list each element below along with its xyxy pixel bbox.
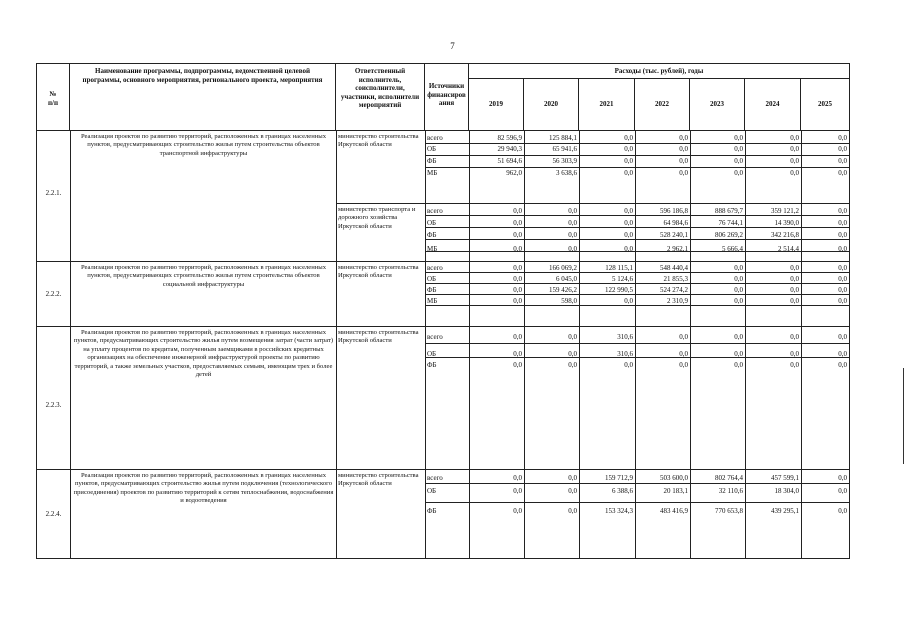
expense-value: 6 388,6 [612, 487, 633, 495]
header-year: 2024 [745, 78, 801, 130]
expense-value: 0,0 [790, 286, 799, 294]
expense-value: 0,0 [790, 264, 799, 272]
header-responsible: Ответственный исполнитель, соисполнители, участники, исполнители мероприятий [336, 64, 425, 130]
expense-value: 0,0 [838, 286, 847, 294]
expense-value: 65 941,6 [552, 145, 577, 153]
expense-value: 524 274,2 [660, 286, 688, 294]
expense-value: 2 962,1 [667, 245, 688, 253]
row-name: Реализация проектов по развитию территорий, расположенных в границах населенных пунктов, предусматривающих строительство жилья путем возмещения затрат (части затрат) на уплату процентов по кредитам, полученным заемщиками в российских кредитных организациях на обеспечение инженерной инфраструктурой проекты по развитию территорий, а также земельных участков, предоставляемых семьям, имеющим трех и более детей [73, 329, 334, 379]
expense-value: 32 110,6 [718, 487, 743, 495]
expense-value: 0,0 [734, 350, 743, 358]
expense-value: 0,0 [513, 333, 522, 341]
expense-value: 0,0 [679, 361, 688, 369]
row-number: 2.2.3. [45, 401, 62, 409]
responsible-org: министерство строительства Иркутской области [338, 472, 419, 488]
expense-value: 0,0 [734, 145, 743, 153]
expense-value: 14 390,0 [774, 219, 799, 227]
expense-value: 0,0 [568, 245, 577, 253]
column-divider [336, 130, 337, 558]
expense-value: 0,0 [624, 157, 633, 165]
budget-table [36, 63, 850, 559]
header-bottom-line [37, 130, 849, 131]
expense-value: 0,0 [838, 507, 847, 515]
expense-value: 0,0 [568, 219, 577, 227]
expense-value: 0,0 [838, 169, 847, 177]
expense-value: 3 638,6 [556, 169, 577, 177]
expense-value: 0,0 [624, 245, 633, 253]
expense-value: 0,0 [790, 134, 799, 142]
funding-source: ОБ [427, 145, 437, 153]
expense-value: 548 440,4 [660, 264, 688, 272]
expense-value: 159 426,2 [549, 286, 577, 294]
expense-value: 359 121,2 [771, 207, 799, 215]
responsible-org: министерство строительства Иркутской области [338, 329, 419, 345]
expense-value: 0,0 [679, 145, 688, 153]
funding-source: МБ [427, 297, 438, 305]
funding-source: ОБ [427, 275, 437, 283]
subrow-divider [425, 155, 849, 156]
expense-value: 0,0 [624, 207, 633, 215]
expense-value: 0,0 [838, 207, 847, 215]
expense-value: 2 514,4 [778, 245, 799, 253]
page-number: 7 [450, 41, 455, 51]
expense-value: 962,0 [506, 169, 522, 177]
expense-value: 0,0 [513, 275, 522, 283]
expense-value: 0,0 [790, 350, 799, 358]
row-name: Реализация проектов по развитию территорий, расположенных в границах населенных пунктов, предусматривающих строительство жилья путем строительства объектов социальной инфраструктуры [80, 264, 327, 288]
subrow-divider [425, 483, 849, 484]
funding-source: всего [427, 134, 443, 142]
header-num: № п/п [37, 64, 70, 130]
expense-value: 310,6 [617, 333, 633, 341]
column-divider [70, 130, 71, 558]
expense-value: 0,0 [568, 350, 577, 358]
expense-value: 503 600,0 [660, 474, 688, 482]
expense-value: 0,0 [513, 474, 522, 482]
section-divider [37, 469, 849, 470]
header-year: 2025 [818, 100, 832, 108]
section-divider [37, 261, 849, 262]
expense-value: 0,0 [513, 264, 522, 272]
expense-value: 64 984,6 [663, 219, 688, 227]
expense-value: 0,0 [513, 297, 522, 305]
expense-value: 0,0 [790, 157, 799, 165]
expense-value: 0,0 [679, 169, 688, 177]
expense-value: 0,0 [838, 275, 847, 283]
expense-value: 82 596,9 [497, 134, 522, 142]
expense-value: 159 712,9 [605, 474, 633, 482]
expense-value: 0,0 [679, 157, 688, 165]
expense-value: 457 599,1 [771, 474, 799, 482]
expense-value: 0,0 [838, 157, 847, 165]
expense-value: 29 940,3 [497, 145, 522, 153]
header-year: 2020 [524, 78, 579, 130]
expense-value: 0,0 [513, 231, 522, 239]
expense-value: 0,0 [838, 361, 847, 369]
expense-value: 122 990,5 [605, 286, 633, 294]
expense-value: 802 764,4 [715, 474, 743, 482]
expense-value: 310,6 [617, 350, 633, 358]
expense-value: 0,0 [513, 245, 522, 253]
expense-value: 0,0 [790, 297, 799, 305]
expense-value: 0,0 [838, 245, 847, 253]
expense-value: 18 304,0 [774, 487, 799, 495]
expense-value: 0,0 [790, 361, 799, 369]
expense-value: 0,0 [513, 507, 522, 515]
expense-value: 596 186,8 [660, 207, 688, 215]
section-divider [37, 326, 849, 327]
expense-value: 0,0 [838, 134, 847, 142]
expense-value: 0,0 [568, 474, 577, 482]
expense-value: 0,0 [568, 231, 577, 239]
expense-value: 128 115,1 [605, 264, 633, 272]
subrow-divider [425, 167, 849, 168]
expense-value: 0,0 [838, 487, 847, 495]
expense-value: 0,0 [790, 275, 799, 283]
funding-source: всего [427, 264, 443, 272]
expense-value: 0,0 [790, 333, 799, 341]
subrow-divider [425, 502, 849, 503]
expense-value: 5 124,6 [612, 275, 633, 283]
expense-value: 51 694,6 [497, 157, 522, 165]
expense-value: 56 303,9 [552, 157, 577, 165]
expense-value: 0,0 [624, 145, 633, 153]
expense-value: 0,0 [679, 333, 688, 341]
expense-value: 0,0 [838, 219, 847, 227]
expense-value: 0,0 [734, 361, 743, 369]
funding-source: всего [427, 207, 443, 215]
expense-value: 0,0 [513, 207, 522, 215]
header-year: 2019 [469, 78, 524, 130]
expense-value: 0,0 [513, 361, 522, 369]
page-edge-mark [903, 368, 904, 464]
expense-value: 76 744,1 [718, 219, 743, 227]
header-year: 2023 [690, 78, 745, 130]
expense-value: 166 069,2 [549, 264, 577, 272]
header-year: 2022 [635, 78, 690, 130]
funding-source: всего [427, 474, 443, 482]
expense-value: 0,0 [568, 333, 577, 341]
expense-value: 2 310,9 [667, 297, 688, 305]
expense-value: 0,0 [513, 350, 522, 358]
expense-value: 0,0 [790, 169, 799, 177]
expense-value: 0,0 [734, 286, 743, 294]
expense-value: 483 416,9 [660, 507, 688, 515]
subrow-divider [336, 203, 849, 204]
expense-value: 0,0 [624, 169, 633, 177]
funding-source: ФБ [427, 286, 437, 294]
row-number: 2.2.2. [45, 290, 62, 298]
subrow-divider [425, 343, 849, 344]
expense-value: 5 666,4 [722, 245, 743, 253]
header-source: Источники финансиров ания [425, 64, 469, 130]
expense-value: 888 679,7 [715, 207, 743, 215]
funding-source: ФБ [427, 507, 437, 515]
expense-value: 0,0 [624, 231, 633, 239]
expense-value: 0,0 [679, 350, 688, 358]
expense-value: 0,0 [734, 275, 743, 283]
row-number: 2.2.4. [45, 510, 62, 518]
expense-value: 528 240,1 [660, 231, 688, 239]
expense-value: 0,0 [838, 350, 847, 358]
expense-value: 0,0 [624, 134, 633, 142]
row-number: 2.2.1. [45, 189, 62, 197]
responsible-org: министерство строительства Иркутской области [338, 264, 419, 280]
expense-value: 0,0 [838, 297, 847, 305]
expense-value: 125 884,1 [549, 134, 577, 142]
expense-value: 0,0 [838, 333, 847, 341]
header-name: Наименование программы, подпрограммы, ведомственной целевой программы, основного мероприятия, регионального проекта, мероприятия [70, 64, 336, 130]
expense-value: 598,0 [561, 297, 577, 305]
row-name: Реализация проектов по развитию территорий, расположенных в границах населенных пунктов, предусматривающих строительство жилья путем строительства объектов транспортной инфраструктуры [80, 133, 327, 157]
funding-source: ОБ [427, 219, 437, 227]
funding-source: ФБ [427, 361, 437, 369]
expense-value: 0,0 [734, 297, 743, 305]
expense-value: 0,0 [568, 207, 577, 215]
expense-value: 0,0 [568, 361, 577, 369]
row-name: Реализация проектов по развитию территорий, расположенных в границах населенных пунктов, предусматривающих строительство жилья путем подключения (технологического присоединения) проектов по развитию территорий к сетям теплоснабжения, водоснабжения и водоотведения [73, 472, 334, 505]
expense-value: 342 216,8 [771, 231, 799, 239]
expense-value: 0,0 [838, 474, 847, 482]
expense-value: 0,0 [734, 333, 743, 341]
expense-value: 0,0 [624, 297, 633, 305]
expense-value: 0,0 [679, 134, 688, 142]
expense-value: 0,0 [734, 134, 743, 142]
funding-source: всего [427, 333, 443, 341]
expense-value: 21 855,3 [663, 275, 688, 283]
expense-value: 439 295,1 [771, 507, 799, 515]
expense-value: 153 324,3 [605, 507, 633, 515]
funding-source: МБ [427, 169, 438, 177]
funding-source: ФБ [427, 157, 437, 165]
column-divider [425, 130, 426, 558]
funding-source: ФБ [427, 231, 437, 239]
expense-value: 0,0 [513, 286, 522, 294]
header-expenses: Расходы (тыс. рублей), годы [614, 67, 704, 75]
expense-value: 0,0 [838, 231, 847, 239]
expense-value: 0,0 [790, 145, 799, 153]
expense-value: 0,0 [838, 145, 847, 153]
subrow-divider [425, 143, 849, 144]
expense-value: 0,0 [568, 507, 577, 515]
funding-source: ОБ [427, 350, 437, 358]
expense-value: 0,0 [734, 157, 743, 165]
expense-value: 6 045,0 [556, 275, 577, 283]
responsible-org: министерство транспорта и дорожного хозяйства Иркутской области [338, 206, 416, 230]
expense-value: 0,0 [734, 264, 743, 272]
expense-value: 0,0 [734, 169, 743, 177]
expense-value: 0,0 [624, 219, 633, 227]
expense-value: 20 183,1 [663, 487, 688, 495]
funding-source: МБ [427, 245, 438, 253]
expense-value: 806 269,2 [715, 231, 743, 239]
responsible-org: министерство строительства Иркутской области [338, 133, 419, 149]
expense-value: 770 653,8 [715, 507, 743, 515]
funding-source: ОБ [427, 487, 437, 495]
expense-value: 0,0 [624, 361, 633, 369]
header-year: 2021 [579, 78, 635, 130]
expense-value: 0,0 [513, 487, 522, 495]
expense-value: 0,0 [568, 487, 577, 495]
expense-value: 0,0 [838, 264, 847, 272]
expense-value: 0,0 [513, 219, 522, 227]
